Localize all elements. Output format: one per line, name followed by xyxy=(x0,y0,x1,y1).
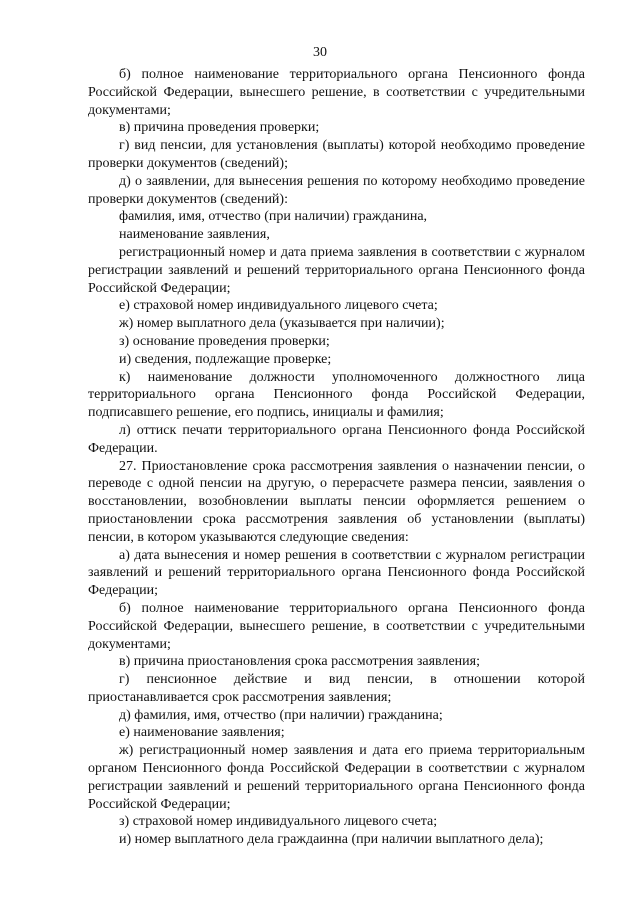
paragraph: д) фамилия, имя, отчество (при наличии) гражданина; xyxy=(119,707,443,723)
paragraph: з) страховой номер индивидуального лицевого счета; xyxy=(119,814,438,830)
paragraph: г) пенсионное действие и вид пенсии, в отношении которой приостанавливается срок рассмотрения заявления; xyxy=(88,672,585,705)
paragraph: регистрационный номер и дата приема заявления в соответствии с журналом регистрации заявлений и решений территориального органа Пенсионного фонда Российской Федерации; xyxy=(88,244,585,296)
document-body xyxy=(88,66,585,849)
paragraph: е) страховой номер индивидуального лицевого счета; xyxy=(119,298,438,314)
paragraph: и) номер выплатного дела граждаинна (при наличии выплатного дела); xyxy=(119,832,544,848)
paragraph: з) основание проведения проверки; xyxy=(119,333,330,349)
paragraph: г) вид пенсии, для установления (выплаты) которой необходимо проведение проверки документов (сведений); xyxy=(88,138,585,171)
paragraph: д) о заявлении, для вынесения решения по которому необходимо проведение проверки документов (сведений): xyxy=(88,173,585,207)
paragraph: е) наименование заявления; xyxy=(119,725,285,741)
paragraph: б) полное наименование территориального органа Пенсионного фонда Российской Федерации, вынесшего решение, в соответствии с учредительными документами; xyxy=(88,67,585,118)
page-number: 30 xyxy=(313,45,327,60)
paragraph: б) полное наименование территориального органа Пенсионного фонда Российской Федерации, вынесшего решение, в соответствии с учредительными документами; xyxy=(88,600,585,652)
paragraph: а) дата вынесения и номер решения в соответствии с журналом регистрации заявлений и решений территориального органа Пенсионного фонда Российской Федерации; xyxy=(88,547,585,599)
paragraph: фамилия, имя, отчество (при наличии) гражданина, xyxy=(119,209,428,225)
paragraph: наименование заявления, xyxy=(119,227,270,243)
paragraph: к) наименование должности уполномоченного должностного лица территориального органа Пенсионного фонда Российской Федерации, подписавшего решение, его подпись, инициалы и фамилия; xyxy=(88,369,585,421)
paragraph: в) причина приостановления срока рассмотрения заявления; xyxy=(119,654,480,670)
paragraph: ж) регистрационный номер заявления и дата его приема территориальным органом Пенсионного фонда Российской Федерации в соответствии с журналом регистрации заявлений и решений территориального органа Пенсионного фонда Российской Федерации; xyxy=(88,743,585,812)
paragraph: в) причина проведения проверки; xyxy=(119,120,320,136)
paragraph: ж) номер выплатного дела (указывается при наличии); xyxy=(119,316,445,332)
paragraph: и) сведения, подлежащие проверке; xyxy=(119,351,332,367)
paragraph: 27. Приостановление срока рассмотрения заявления о назначении пенсии, о переводе с одной пенсии на другую, о перерасчете размера пенсии, заявления о восстановлении, возобновлении выплаты пенсии оформляется решением о приостановлении срока рассмотрения заявления об установлении (выплаты) пенсии, в котором указываются следующие сведения: xyxy=(88,458,585,545)
paragraph: л) оттиск печати территориального органа Пенсионного фонда Российской Федерации. xyxy=(88,422,585,456)
